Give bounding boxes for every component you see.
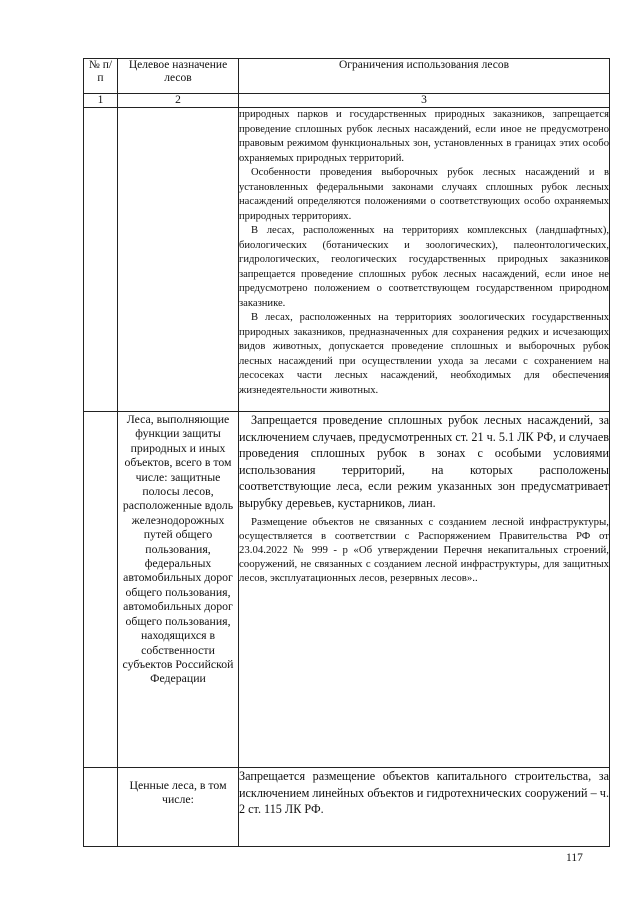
row-number-cell: [84, 412, 118, 768]
header-restrictions: Ограничения использования лесов: [239, 59, 610, 94]
restriction-paragraph: В лесах, расположенных на территориях зоологических государственных природных заказников, предназначенных для сохранения редких и исчезающих видов животных, допускается проведение сплошных и выборочных рубок лесных насаждений при осуществлении ухода за лесами с сохранением на лесосеках части лесных насаждений, необходимых для обеспечения жизнедеятельности животных.: [239, 312, 609, 396]
column-number-2: 2: [118, 94, 239, 108]
row-restrictions-cell: [239, 768, 610, 847]
restriction-paragraph: Запрещается размещение объектов капитального строительства, за исключением линейных объектов и гидротехнических сооружений – ч. 2 ст. 115 ЛК РФ.: [239, 769, 609, 817]
header-number: № п/п: [84, 59, 118, 94]
row-purpose-cell: Ценные леса, в том числе:: [118, 768, 239, 847]
page-number: 117: [566, 852, 583, 864]
table-row-valuable: [84, 768, 610, 847]
column-number-1: 1: [84, 94, 118, 108]
row-number-cell: [84, 768, 118, 847]
row-restrictions-cell: [239, 108, 610, 412]
restriction-paragraph: природных парков и государственных природных заказников, запрещается проведение сплошных рубок лесных насаждений, если иное не предусмотрено правовым режимом функциональных зон, установленных в границах этих особо охраняемых природных территорий.: [239, 109, 609, 164]
header-purpose: Целевое назначение лесов: [118, 59, 239, 94]
table-row-continuation: [84, 108, 610, 412]
row-purpose-cell: Леса, выполняющие функции защиты природных и иных объектов, всего в том числе: защитные полосы лесов, расположенные вдоль железнодорожных путей общего пользования, федеральных автомобильных дорог общего пользования, автомобильных дорог общего пользования, находящихся в собственности субъектов Российской Федерации: [118, 412, 239, 768]
restriction-paragraph: Запрещается проведение сплошных рубок лесных насаждений, за исключением случаев, предусмотренных ст. 21 ч. 5.1 ЛК РФ, и случаев проведения сплошных рубок в зонах с особыми условиями использования территорий, на которых расположены соответствующие леса, если режим указанных зон предусматривает вырубку деревьев, кустарников, лиан.: [239, 413, 609, 510]
restriction-paragraph: Размещение объектов не связанных с созданием лесной инфраструктуры, осуществляется в соответствии с Распоряжением Правительства РФ от 23.04.2022 № 999 - р «Об утверждении Перечня некапитальных строений, сооружений, не связанных с созданием лесной инфраструктуры, для защитных лесов, эксплуатационных лесов, резервных лесов»..: [239, 515, 609, 585]
forest-restrictions-table: [83, 58, 610, 847]
restriction-paragraph: Особенности проведения выборочных рубок лесных насаждений и в установленных федеральными законами случаях сплошных рубок лесных насаждений определяются положениями о соответствующих особо охраняемых природных территориях.: [239, 167, 609, 222]
row-purpose-cell: [118, 108, 239, 412]
table-row-protective: [84, 412, 610, 768]
row-number-cell: [84, 108, 118, 412]
restriction-paragraph: В лесах, расположенных на территориях комплексных (ландшафтных), биологических (ботанических и зоологических), палеонтологических, гидрологических, геологических государственных природных заказников запрещается проведение сплошных рубок лесных насаждений, если иное не предусмотрено положением о соответствующем государственном природном заказнике.: [239, 225, 609, 309]
column-number-3: 3: [239, 94, 610, 108]
row-restrictions-cell: [239, 412, 610, 768]
